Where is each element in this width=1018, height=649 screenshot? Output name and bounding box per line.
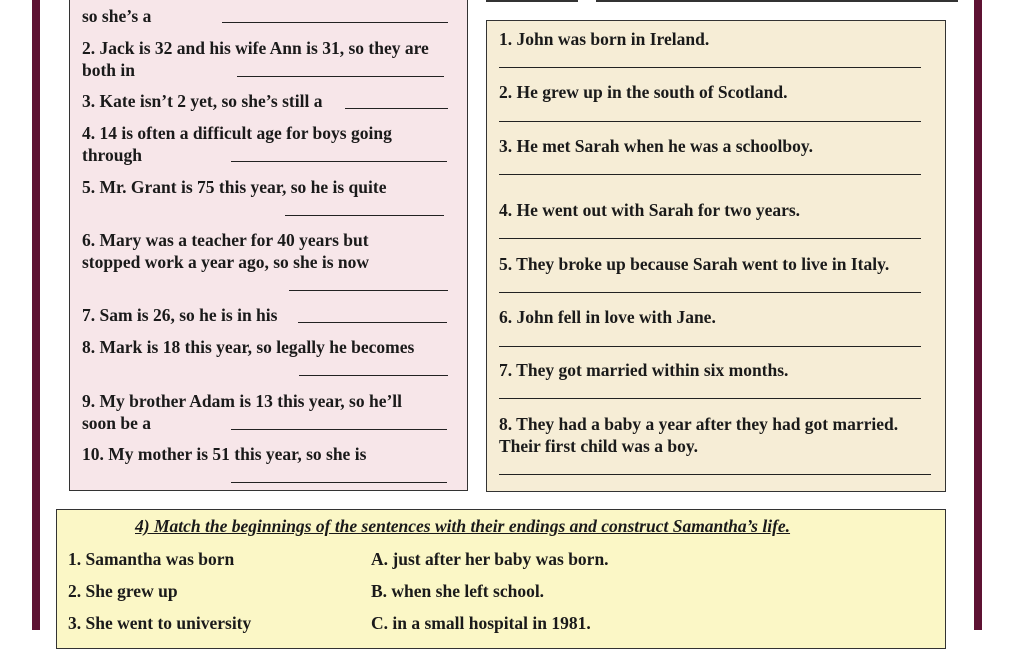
right-item-1-answer-line[interactable] (499, 67, 921, 68)
left-item-5-text: 5. Mr. Grant is 75 this year, so he is quite (82, 177, 387, 197)
top-rule-long (596, 0, 958, 2)
left-item-6-text-cont: stopped work a year ago, so she is now (82, 252, 369, 272)
right-item-5-text: 5. They broke up because Sarah went to live in Italy. (499, 254, 890, 274)
beginning-3: 3. She went to university (68, 613, 252, 633)
left-item-7-answer-blank[interactable] (298, 322, 447, 323)
ending-c: C. in a small hospital in 1981. (371, 613, 591, 633)
left-item-2-answer-blank[interactable] (237, 76, 444, 77)
left-item-8-text: 8. Mark is 18 this year, so legally he becomes (82, 337, 415, 357)
left-item-5-answer-blank[interactable] (285, 215, 444, 216)
left-item-9-answer-blank[interactable] (231, 429, 447, 430)
right-item-6-answer-line[interactable] (499, 346, 921, 347)
left-item-4-answer-blank[interactable] (231, 161, 447, 162)
right-item-3-answer-line[interactable] (499, 174, 921, 175)
left-item-8-answer-blank[interactable] (299, 375, 448, 376)
right-item-1-text: 1. John was born in Ireland. (499, 29, 710, 49)
beginning-2: 2. She grew up (68, 581, 178, 601)
left-item-10-answer-blank[interactable] (231, 482, 447, 483)
right-item-8-answer-line[interactable] (499, 474, 931, 475)
left-item-4-text: 4. 14 is often a difficult age for boys going (82, 123, 392, 143)
right-item-8-text: 8. They had a baby a year after they had got married. (499, 414, 899, 434)
right-item-3-text: 3. He met Sarah when he was a schoolboy. (499, 136, 814, 156)
left-item-2-text: 2. Jack is 32 and his wife Ann is 31, so they are (82, 38, 429, 58)
left-item-6-text: 6. Mary was a teacher for 40 years but (82, 230, 369, 250)
right-item-2-text: 2. He grew up in the south of Scotland. (499, 82, 788, 102)
beginning-1: 1. Samantha was born (68, 549, 235, 569)
left-item-9-text: 9. My brother Adam is 13 this year, so he’ll (82, 391, 403, 411)
left-item-1-text: so she’s a (82, 6, 152, 26)
left-item-10-text: 10. My mother is 51 this year, so she is (82, 444, 367, 464)
right-item-5-answer-line[interactable] (499, 292, 921, 293)
right-item-4-text: 4. He went out with Sarah for two years. (499, 200, 801, 220)
task-4-title: 4) Match the beginnings of the sentences with their endings and construct Samantha’s life. (135, 516, 791, 536)
left-item-9-text-cont: soon be a (82, 413, 152, 433)
right-item-7-text: 7. They got married within six months. (499, 360, 789, 380)
right-item-4-answer-line[interactable] (499, 238, 921, 239)
left-item-4-text-cont: through (82, 145, 142, 165)
right-item-7-answer-line[interactable] (499, 398, 921, 399)
right-item-6-text: 6. John fell in love with Jane. (499, 307, 716, 327)
right-item-2-answer-line[interactable] (499, 121, 921, 122)
left-item-6-answer-blank[interactable] (289, 290, 448, 291)
page-frame-right (974, 0, 982, 630)
left-item-3-text: 3. Kate isn’t 2 yet, so she’s still a (82, 91, 323, 111)
left-item-3-answer-blank[interactable] (345, 108, 448, 109)
top-rule-short (486, 0, 578, 2)
left-item-1-answer-blank[interactable] (222, 22, 448, 23)
left-item-2-text-cont: both in (82, 60, 136, 80)
ending-b: B. when she left school. (371, 581, 545, 601)
ending-a: A. just after her baby was born. (371, 549, 609, 569)
right-item-8-text-cont: Their first child was a boy. (499, 436, 699, 456)
left-item-7-text: 7. Sam is 26, so he is in his (82, 305, 278, 325)
page-frame-left (32, 0, 40, 630)
